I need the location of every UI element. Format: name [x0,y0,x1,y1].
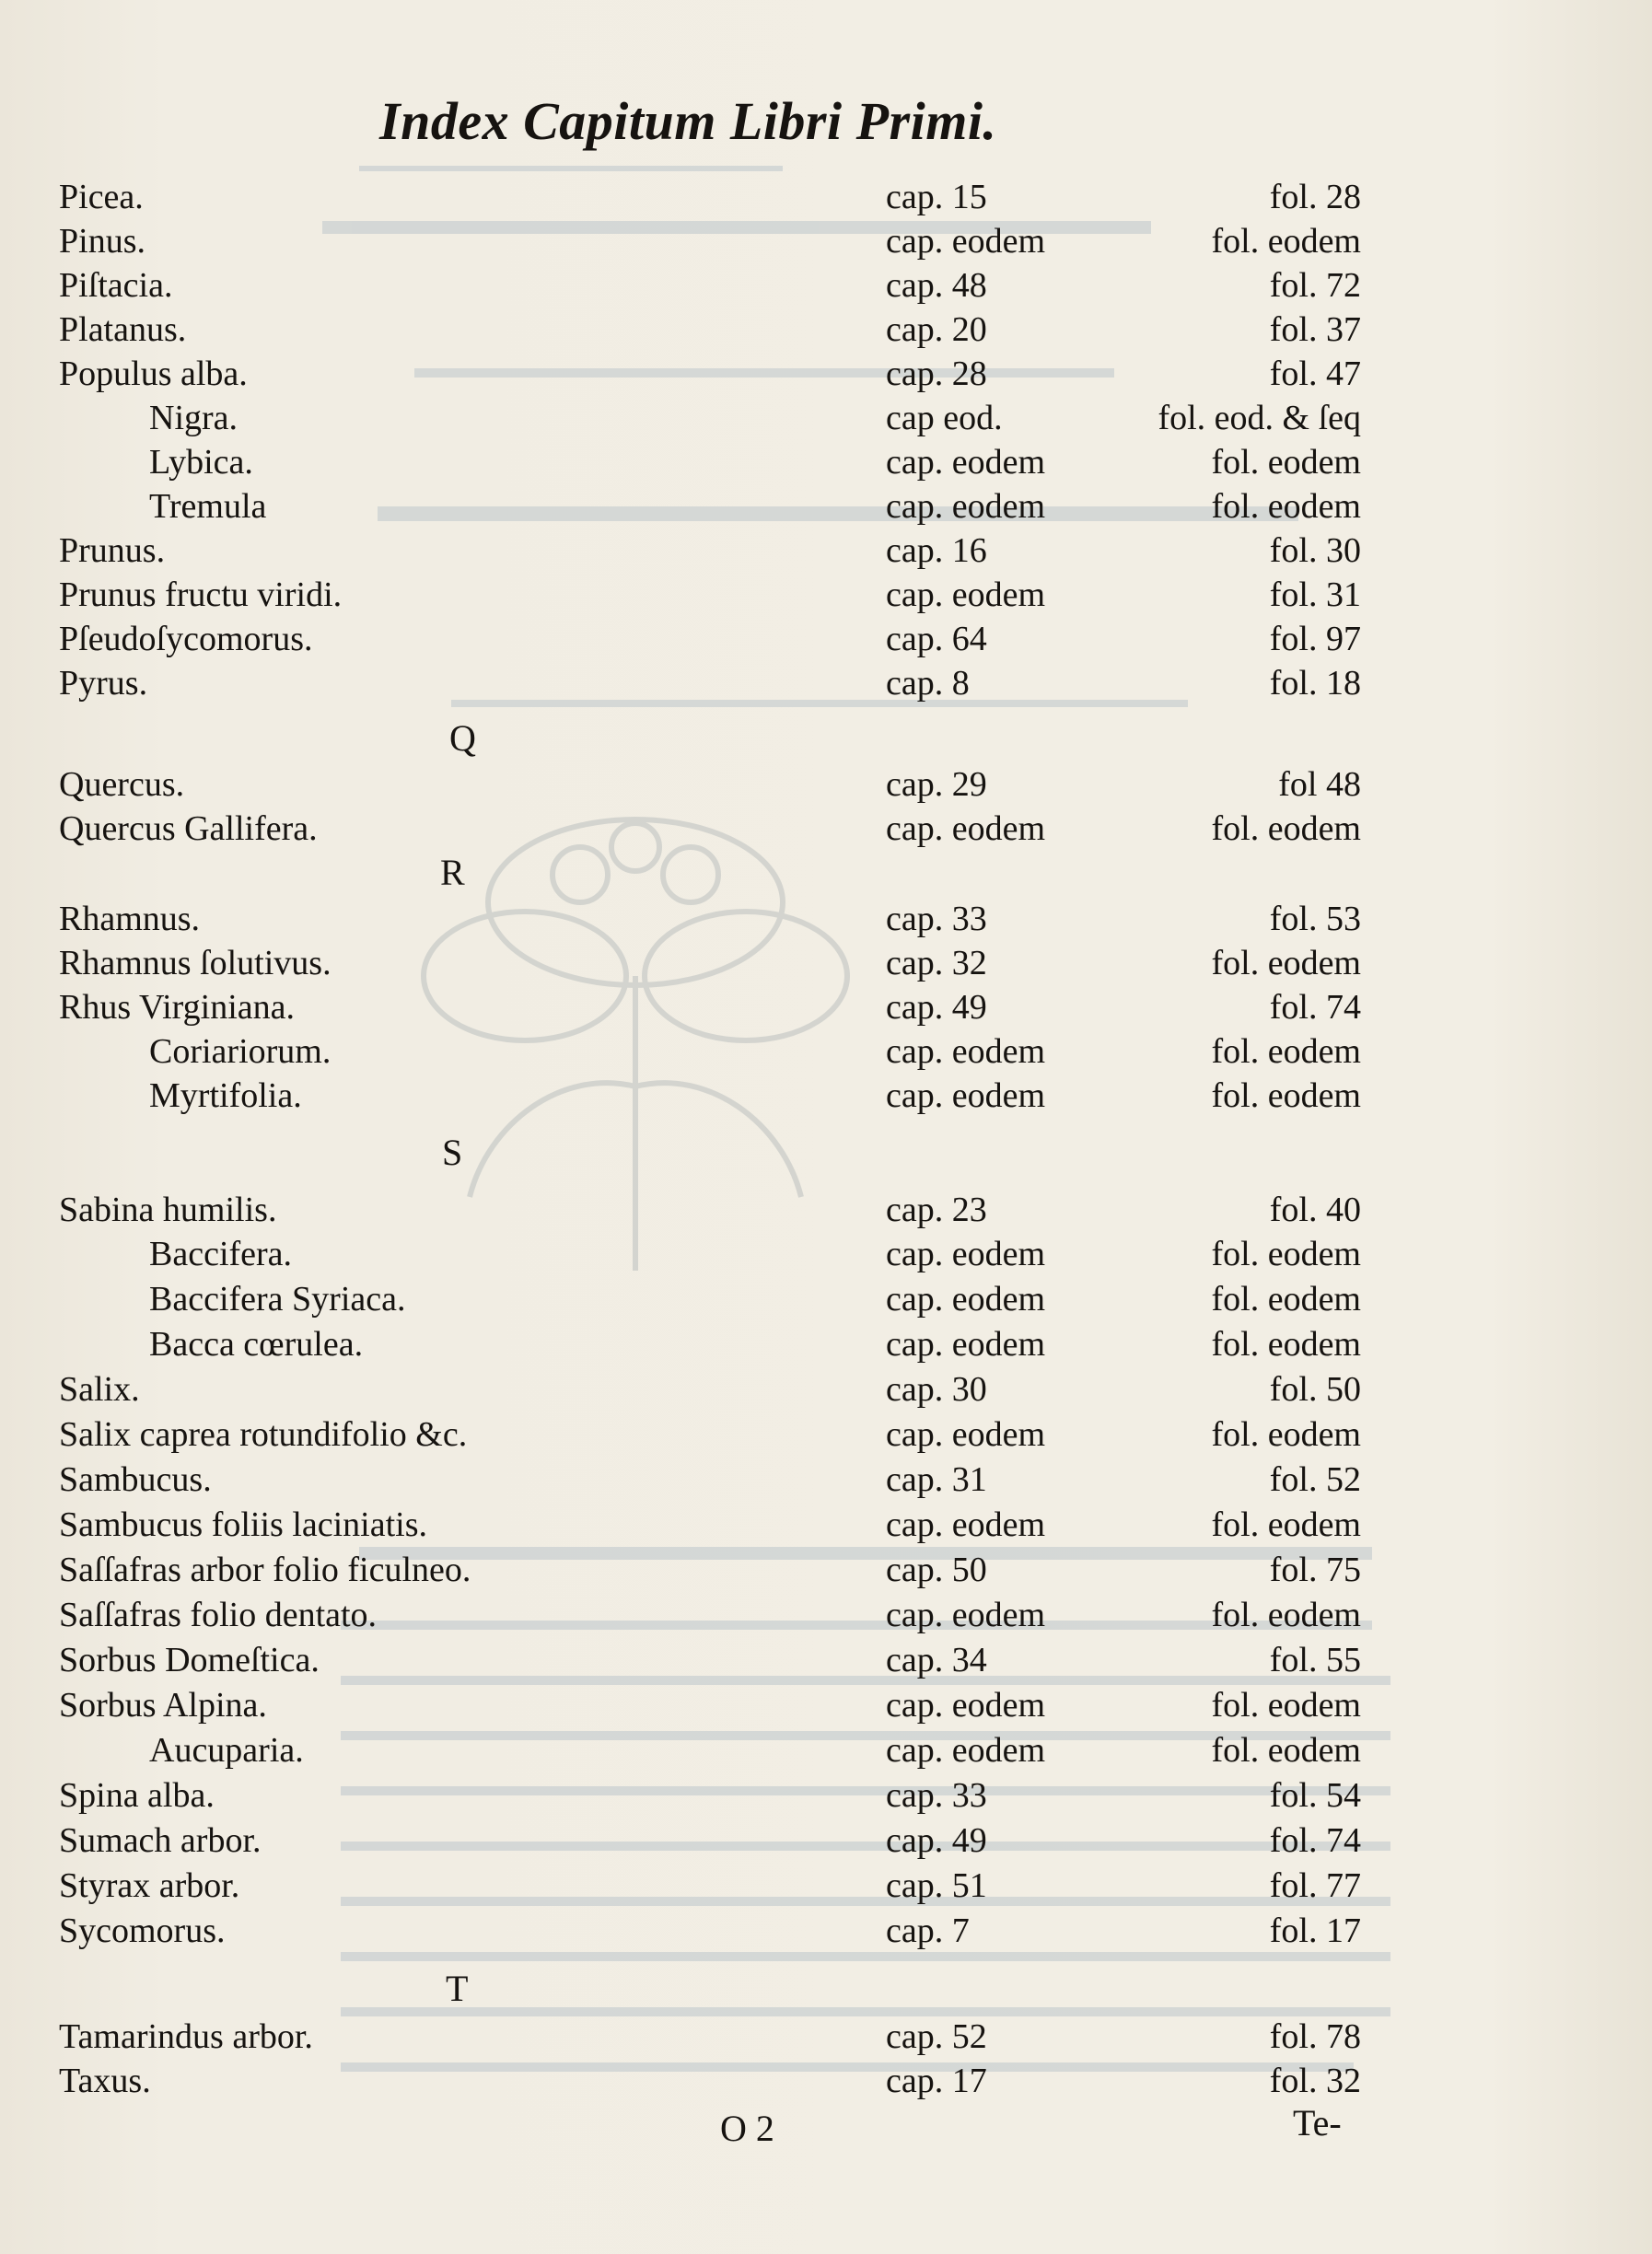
entry-cap: cap. eodem [886,1505,1046,1544]
entry-name: Nigra. [149,399,238,437]
entry-fol: fol. 53 [1269,900,1361,938]
entry-cap: cap eod. [886,399,1003,437]
entry-name: Rhamnus ſolutivus. [59,944,332,982]
entry-name: Sycomorus. [59,1911,226,1950]
entry-cap: cap. eodem [886,1731,1046,1770]
section-letter-r: R [440,852,465,893]
entry-fol: fol. eodem [1211,1280,1361,1319]
entry-cap: cap. eodem [886,1076,1046,1115]
entry-name: Sambucus foliis laciniatis. [59,1505,428,1544]
entry-fol: fol. 17 [1269,1911,1361,1950]
entry-fol: fol. 75 [1269,1551,1361,1589]
entry-name: Bacca cœrulea. [149,1325,364,1364]
entry-cap: cap. eodem [886,1235,1046,1273]
entry-name: Prunus fructu viridi. [59,575,343,614]
entry-cap: cap. 30 [886,1370,987,1409]
entry-name: Taxus. [59,2062,151,2100]
entry-cap: cap. 32 [886,944,987,982]
entry-cap: cap. 52 [886,2017,987,2056]
section-letter-s: S [442,1132,463,1173]
entry-name: Myrtifolia. [149,1076,302,1115]
entry-cap: cap. eodem [886,1325,1046,1364]
entry-cap: cap. 20 [886,310,987,349]
entry-fol: fol. 78 [1269,2017,1361,2056]
entry-name: Rhamnus. [59,900,201,938]
entry-fol: fol. 40 [1269,1191,1361,1229]
entry-cap: cap. eodem [886,1032,1046,1071]
entry-name: Baccifera Syriaca. [149,1280,406,1319]
entry-cap: cap. 64 [886,620,987,658]
entry-fol: fol. 28 [1269,178,1361,216]
entry-fol: fol. 37 [1269,310,1361,349]
entry-cap: cap. 8 [886,664,970,703]
entry-fol: fol. eodem [1211,1731,1361,1770]
entry-fol: fol. eodem [1211,1032,1361,1071]
entry-fol: fol. eodem [1211,487,1361,526]
entry-fol: fol. 77 [1269,1866,1361,1905]
entry-cap: cap. 48 [886,266,987,305]
entry-fol: fol. 50 [1269,1370,1361,1409]
entry-name: Saſſafras arbor folio ficulneo. [59,1551,471,1589]
entry-name: Platanus. [59,310,187,349]
entry-fol: fol. 72 [1269,266,1361,305]
entry-name: Sabina humilis. [59,1191,277,1229]
entry-fol: fol. eodem [1211,1235,1361,1273]
entry-cap: cap. 7 [886,1911,970,1950]
entry-cap: cap. 34 [886,1641,987,1679]
entry-fol: fol. eodem [1211,1596,1361,1634]
section-letter-q: Q [449,717,476,759]
entry-fol: fol. eod. & ſeq [1158,399,1361,437]
entry-cap: cap. eodem [886,1686,1046,1725]
entry-name: Rhus Virginiana. [59,988,295,1027]
entry-name: Lybica. [149,443,253,482]
entry-fol: fol. 55 [1269,1641,1361,1679]
entry-name: Salix. [59,1370,140,1409]
entry-fol: fol. eodem [1211,944,1361,982]
entry-cap: cap. 33 [886,1776,987,1815]
entry-name: Aucuparia. [149,1731,304,1770]
entry-fol: fol. 30 [1269,531,1361,570]
entry-cap: cap. eodem [886,222,1046,261]
entry-fol: fol 48 [1278,765,1361,804]
page-title: Index Capitum Libri Primi. [379,91,997,151]
entry-name: Tamarindus arbor. [59,2017,313,2056]
entry-name: Tremula [149,487,267,526]
entry-name: Saſſafras folio dentato. [59,1596,378,1634]
entry-name: Quercus. [59,765,185,804]
entry-cap: cap. 49 [886,988,987,1027]
entry-cap: cap. 16 [886,531,987,570]
entry-cap: cap. eodem [886,575,1046,614]
entry-cap: cap. eodem [886,1596,1046,1634]
entry-fol: fol. eodem [1211,1415,1361,1454]
entry-name: Piſtacia. [59,266,173,305]
entry-cap: cap. 50 [886,1551,987,1589]
entry-name: Populus alba. [59,354,248,393]
entry-fol: fol. 74 [1269,988,1361,1027]
entry-name: Sorbus Domeſtica. [59,1641,320,1679]
entry-name: Picea. [59,178,144,216]
signature-mark: O 2 [720,2108,774,2149]
entry-cap: cap. eodem [886,809,1046,848]
entry-name: Salix caprea rotundifolio &c. [59,1415,468,1454]
entry-cap: cap. 49 [886,1821,987,1860]
entry-cap: cap. 17 [886,2062,987,2100]
entry-fol: fol. 32 [1269,2062,1361,2100]
entry-fol: fol. eodem [1211,1505,1361,1544]
entry-name: Sumach arbor. [59,1821,262,1860]
entry-fol: fol. eodem [1211,1686,1361,1725]
entry-name: Spina alba. [59,1776,215,1815]
entry-cap: cap. 51 [886,1866,987,1905]
entry-name: Prunus. [59,531,166,570]
entry-fol: fol. eodem [1211,1325,1361,1364]
entry-fol: fol. 52 [1269,1460,1361,1499]
entry-cap: cap. 15 [886,178,987,216]
entry-name: Pyrus. [59,664,148,703]
entry-fol: fol. 54 [1269,1776,1361,1815]
entry-fol: fol. 97 [1269,620,1361,658]
entry-fol: fol. 47 [1269,354,1361,393]
entry-name: Styrax arbor. [59,1866,240,1905]
entry-name: Pſeudoſycomorus. [59,620,313,658]
entry-cap: cap. 31 [886,1460,987,1499]
entry-name: Quercus Gallifera. [59,809,318,848]
entry-fol: fol. eodem [1211,443,1361,482]
entry-name: Sorbus Alpina. [59,1686,267,1725]
entry-cap: cap. 33 [886,900,987,938]
entry-cap: cap. 29 [886,765,987,804]
entry-cap: cap. eodem [886,487,1046,526]
entry-fol: fol. 18 [1269,664,1361,703]
entry-cap: cap. 28 [886,354,987,393]
entry-cap: cap. 23 [886,1191,987,1229]
entry-name: Coriariorum. [149,1032,332,1071]
entry-fol: fol. eodem [1211,809,1361,848]
entry-fol: fol. eodem [1211,1076,1361,1115]
entry-name: Pinus. [59,222,145,261]
entry-fol: fol. eodem [1211,222,1361,261]
entry-cap: cap. eodem [886,1280,1046,1319]
catchword: Te- [1293,2102,1342,2144]
entry-cap: cap. eodem [886,443,1046,482]
entry-fol: fol. 74 [1269,1821,1361,1860]
entry-name: Sambucus. [59,1460,212,1499]
entry-cap: cap. eodem [886,1415,1046,1454]
entry-name: Baccifera. [149,1235,293,1273]
bleed-through-ornament [304,792,967,1307]
entry-fol: fol. 31 [1269,575,1361,614]
section-letter-t: T [446,1968,469,2009]
